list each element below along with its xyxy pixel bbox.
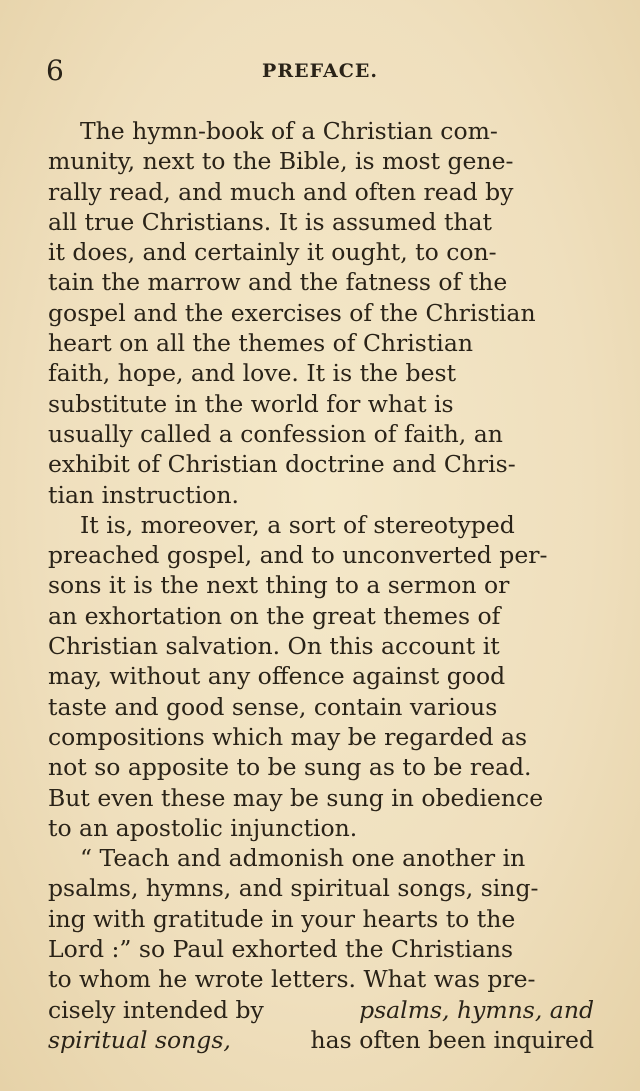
line-text: The hymn-book of a Christian com- bbox=[80, 117, 498, 145]
text-line bbox=[48, 631, 594, 661]
text-line bbox=[48, 177, 594, 207]
text-line bbox=[48, 692, 594, 722]
text-line bbox=[48, 934, 594, 964]
line-text: compositions which may be regarded as bbox=[48, 722, 528, 751]
line-text: Christian salvation. On this account it bbox=[48, 632, 500, 661]
text-line bbox=[48, 1025, 594, 1055]
line-text: tain the marrow and the fatness of the bbox=[48, 268, 508, 297]
line-text: psalms, hymns, and spiritual songs, sing- bbox=[48, 874, 539, 903]
line-text: But even these may be sung in obedience bbox=[48, 783, 544, 812]
text-line bbox=[48, 146, 594, 176]
text-line bbox=[48, 358, 594, 388]
page-header bbox=[46, 54, 594, 90]
italic-phrase: spiritual songs, bbox=[48, 1025, 231, 1054]
line-text: an exhortation on the great themes of bbox=[48, 601, 501, 630]
line-text: rally read, and much and often read by bbox=[48, 177, 514, 206]
line-text: sons it is the next thing to a sermon or bbox=[48, 571, 510, 600]
text-line bbox=[48, 267, 594, 297]
text-line bbox=[48, 389, 594, 419]
running-head: PREFACE. bbox=[262, 60, 378, 82]
text-line bbox=[48, 964, 594, 994]
line-text: has often been inquired bbox=[310, 1025, 594, 1054]
line-text: heart on all the themes of Christian bbox=[48, 329, 473, 358]
line-text: It is, moreover, a sort of stereotyped bbox=[80, 510, 515, 539]
line-text: munity, next to the Bible, is most gene- bbox=[48, 147, 514, 176]
text-line bbox=[48, 298, 594, 328]
line-text: ing with gratitude in your hearts to the bbox=[48, 904, 516, 933]
line-text: “ Teach and admonish one another in bbox=[80, 844, 526, 873]
text-line bbox=[48, 207, 594, 237]
line-text: gospel and the exercises of the Christian bbox=[48, 298, 536, 327]
text-line bbox=[48, 510, 594, 540]
line-text: usually called a confession of faith, an bbox=[48, 419, 503, 448]
line-text: may, without any offence against good bbox=[48, 662, 506, 691]
line-text: cisely intended by bbox=[48, 995, 264, 1024]
text-line bbox=[48, 843, 594, 873]
line-text: all true Christians. It is assumed that bbox=[48, 207, 492, 236]
text-line bbox=[48, 783, 594, 813]
text-line bbox=[48, 661, 594, 691]
text-line bbox=[48, 813, 594, 843]
text-line bbox=[48, 480, 594, 510]
text-line bbox=[48, 752, 594, 782]
line-text: exhibit of Christian doctrine and Chris- bbox=[48, 450, 516, 479]
line-text: to whom he wrote letters. What was pre- bbox=[48, 965, 536, 994]
italic-phrase: psalms, hymns, and bbox=[359, 995, 594, 1024]
line-text: to an apostolic injunction. bbox=[48, 813, 358, 842]
text-line bbox=[48, 540, 594, 570]
text-line bbox=[48, 419, 594, 449]
text-line bbox=[48, 570, 594, 600]
text-line bbox=[48, 449, 594, 479]
line-text: it does, and certainly it ought, to con- bbox=[48, 238, 497, 267]
text-line bbox=[48, 995, 594, 1025]
text-line bbox=[48, 722, 594, 752]
line-text: substitute in the world for what is bbox=[48, 389, 454, 418]
line-text: tian instruction. bbox=[48, 480, 239, 509]
line-text: faith, hope, and love. It is the best bbox=[48, 359, 457, 388]
text-line bbox=[48, 328, 594, 358]
text-line bbox=[48, 237, 594, 267]
line-text: Lord :” so Paul exhorted the Christians bbox=[48, 935, 514, 964]
page-number: 6 bbox=[46, 54, 64, 87]
text-line bbox=[48, 873, 594, 903]
text-line bbox=[48, 116, 594, 146]
preface-text bbox=[48, 116, 594, 1055]
text-line bbox=[48, 601, 594, 631]
line-text: taste and good sense, contain various bbox=[48, 692, 498, 721]
text-line bbox=[48, 904, 594, 934]
line-text: preached gospel, and to unconverted per- bbox=[48, 541, 548, 570]
line-text: not so apposite to be sung as to be read. bbox=[48, 753, 532, 782]
